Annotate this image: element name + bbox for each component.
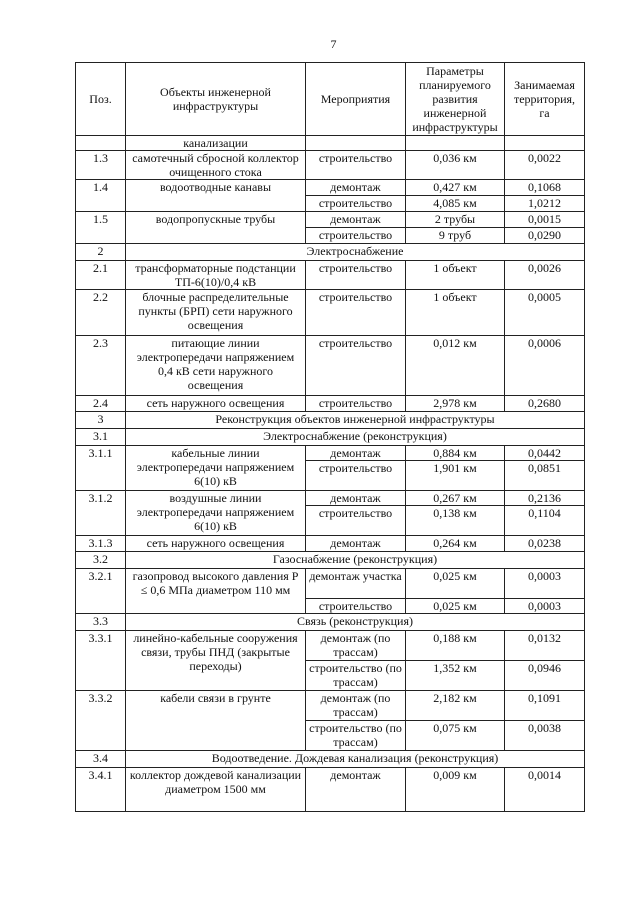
pos-cell: 3.2	[76, 552, 126, 569]
header-area: Занимаемая территория, га	[505, 63, 585, 136]
pos-cell: 3.1	[76, 429, 126, 446]
section-title: Связь (реконструкция)	[126, 614, 585, 631]
activity-cell: демонтаж	[306, 491, 406, 506]
table-row	[76, 446, 585, 461]
section-title: Водоотведение. Дождевая канализация (реконструкция)	[126, 751, 585, 768]
pos-cell: 3.1.2	[76, 491, 126, 536]
table-row	[76, 261, 585, 290]
section-row	[76, 552, 585, 569]
table-row	[76, 136, 585, 151]
pos-cell: 3.1.1	[76, 446, 126, 491]
object-cell: канализации	[126, 136, 306, 151]
area-cell: 0,0003	[505, 569, 585, 599]
area-cell: 0,1068	[505, 180, 585, 196]
param-cell: 4,085 км	[406, 196, 505, 212]
section-row	[76, 429, 585, 446]
activity-cell: строительство	[306, 506, 406, 536]
area-cell: 0,1104	[505, 506, 585, 536]
activity-cell: строительство	[306, 461, 406, 491]
pos-cell: 2.4	[76, 396, 126, 412]
area-cell: 0,0006	[505, 336, 585, 396]
pos-cell: 3.3.2	[76, 691, 126, 751]
section-title: Электроснабжение	[126, 244, 585, 261]
pos-cell: 2.3	[76, 336, 126, 396]
header-row	[76, 63, 585, 136]
pos-cell: 2.2	[76, 290, 126, 336]
param-cell: 2,978 км	[406, 396, 505, 412]
activity-cell: строительство	[306, 261, 406, 290]
area-cell: 0,0132	[505, 631, 585, 661]
object-cell: кабели связи в грунте	[126, 691, 306, 751]
activity-cell: демонтаж	[306, 536, 406, 552]
table-row	[76, 151, 585, 180]
activity-cell: строительство	[306, 228, 406, 244]
param-cell: 0,264 км	[406, 536, 505, 552]
infrastructure-table	[75, 62, 585, 812]
object-cell: кабельные линии электропередачи напряжением 6(10) кВ	[126, 446, 306, 491]
section-row	[76, 751, 585, 768]
area-cell: 0,0015	[505, 212, 585, 228]
page-number: 7	[330, 37, 337, 51]
activity-cell: демонтаж (по трассам)	[306, 691, 406, 721]
object-cell: трансформаторные подстанции ТП-6(10)/0,4 кВ	[126, 261, 306, 290]
activity-cell: строительство	[306, 599, 406, 614]
area-cell: 0,0026	[505, 261, 585, 290]
pos-cell: 3.3.1	[76, 631, 126, 691]
activity-cell: строительство	[306, 396, 406, 412]
param-cell: 1,352 км	[406, 661, 505, 691]
area-cell: 1,0212	[505, 196, 585, 212]
header-activity: Мероприятия	[306, 63, 406, 136]
area-cell: 0,0851	[505, 461, 585, 491]
object-cell: газопровод высокого давления P ≤ 0,6 МПа диаметром 110 мм	[126, 569, 306, 614]
object-cell: сеть наружного освещения	[126, 396, 306, 412]
header-pos: Поз.	[76, 63, 126, 136]
activity-cell: строительство	[306, 290, 406, 336]
pos-cell: 3.1.3	[76, 536, 126, 552]
activity-cell: демонтаж (по трассам)	[306, 631, 406, 661]
header-object: Объекты инженерной инфраструктуры	[126, 63, 306, 136]
table-row	[76, 536, 585, 552]
param-cell: 0,267 км	[406, 491, 505, 506]
pos-cell: 3.2.1	[76, 569, 126, 614]
object-cell: коллектор дождевой канализации диаметром 1500 мм	[126, 768, 306, 812]
section-row	[76, 244, 585, 261]
object-cell: воздушные линии электропередачи напряжением 6(10) кВ	[126, 491, 306, 536]
pos-cell: 1.3	[76, 151, 126, 180]
area-cell: 0,2136	[505, 491, 585, 506]
area-cell: 0,0003	[505, 599, 585, 614]
param-cell: 0,036 км	[406, 151, 505, 180]
section-title: Электроснабжение (реконструкция)	[126, 429, 585, 446]
param-cell: 1 объект	[406, 261, 505, 290]
param-cell: 0,188 км	[406, 631, 505, 661]
param-cell: 0,009 км	[406, 768, 505, 812]
pos-cell: 1.5	[76, 212, 126, 244]
param-cell: 1,901 км	[406, 461, 505, 491]
area-cell: 0,0290	[505, 228, 585, 244]
activity-cell: строительство	[306, 151, 406, 180]
param-cell: 2 трубы	[406, 212, 505, 228]
area-cell: 0,1091	[505, 691, 585, 721]
pos-cell: 3.3	[76, 614, 126, 631]
param-cell: 0,012 км	[406, 336, 505, 396]
section-row	[76, 412, 585, 429]
param-cell: 0,138 км	[406, 506, 505, 536]
pos-cell: 1.4	[76, 180, 126, 212]
object-cell: блочные распределительные пункты (БРП) сети наружного освещения	[126, 290, 306, 336]
activity-cell: строительство	[306, 196, 406, 212]
table-row	[76, 491, 585, 506]
activity-cell: демонтаж участка	[306, 569, 406, 599]
activity-cell: строительство (по трассам)	[306, 661, 406, 691]
object-cell: самотечный сбросной коллектор очищенного стока	[126, 151, 306, 180]
pos-cell: 3.4	[76, 751, 126, 768]
activity-cell: демонтаж	[306, 446, 406, 461]
object-cell: водопропускные трубы	[126, 212, 306, 244]
pos-cell: 2	[76, 244, 126, 261]
pos-cell: 2.1	[76, 261, 126, 290]
object-cell: линейно-кабельные сооружения связи, трубы ПНД (закрытые переходы)	[126, 631, 306, 691]
table-row	[76, 768, 585, 812]
param-cell: 0,075 км	[406, 721, 505, 751]
area-cell: 0,0038	[505, 721, 585, 751]
area-cell: 0,0442	[505, 446, 585, 461]
param-cell: 9 труб	[406, 228, 505, 244]
table-row	[76, 336, 585, 396]
section-title: Реконструкция объектов инженерной инфраструктуры	[126, 412, 585, 429]
area-cell: 0,0238	[505, 536, 585, 552]
area-cell: 0,0005	[505, 290, 585, 336]
table-row	[76, 180, 585, 196]
param-cell: 0,884 км	[406, 446, 505, 461]
object-cell: водоотводные канавы	[126, 180, 306, 212]
param-cell: 0,025 км	[406, 599, 505, 614]
table-row	[76, 212, 585, 228]
table-row	[76, 396, 585, 412]
area-cell: 0,2680	[505, 396, 585, 412]
param-cell: 0,427 км	[406, 180, 505, 196]
table-row	[76, 290, 585, 336]
activity-cell: демонтаж	[306, 180, 406, 196]
table-row	[76, 691, 585, 721]
object-cell: питающие линии электропередачи напряжением 0,4 кВ сети наружного освещения	[126, 336, 306, 396]
area-cell: 0,0014	[505, 768, 585, 812]
pos-cell: 3	[76, 412, 126, 429]
param-cell: 1 объект	[406, 290, 505, 336]
section-title: Газоснабжение (реконструкция)	[126, 552, 585, 569]
activity-cell: строительство	[306, 336, 406, 396]
activity-cell: демонтаж	[306, 212, 406, 228]
activity-cell: демонтаж	[306, 768, 406, 812]
pos-cell: 3.4.1	[76, 768, 126, 812]
area-cell: 0,0946	[505, 661, 585, 691]
object-cell: сеть наружного освещения	[126, 536, 306, 552]
area-cell: 0,0022	[505, 151, 585, 180]
section-row	[76, 614, 585, 631]
table-row	[76, 631, 585, 661]
header-params: Параметры планируемого развития инженерной инфраструктуры	[406, 63, 505, 136]
table-row	[76, 569, 585, 599]
param-cell: 0,025 км	[406, 569, 505, 599]
param-cell: 2,182 км	[406, 691, 505, 721]
activity-cell: строительство (по трассам)	[306, 721, 406, 751]
